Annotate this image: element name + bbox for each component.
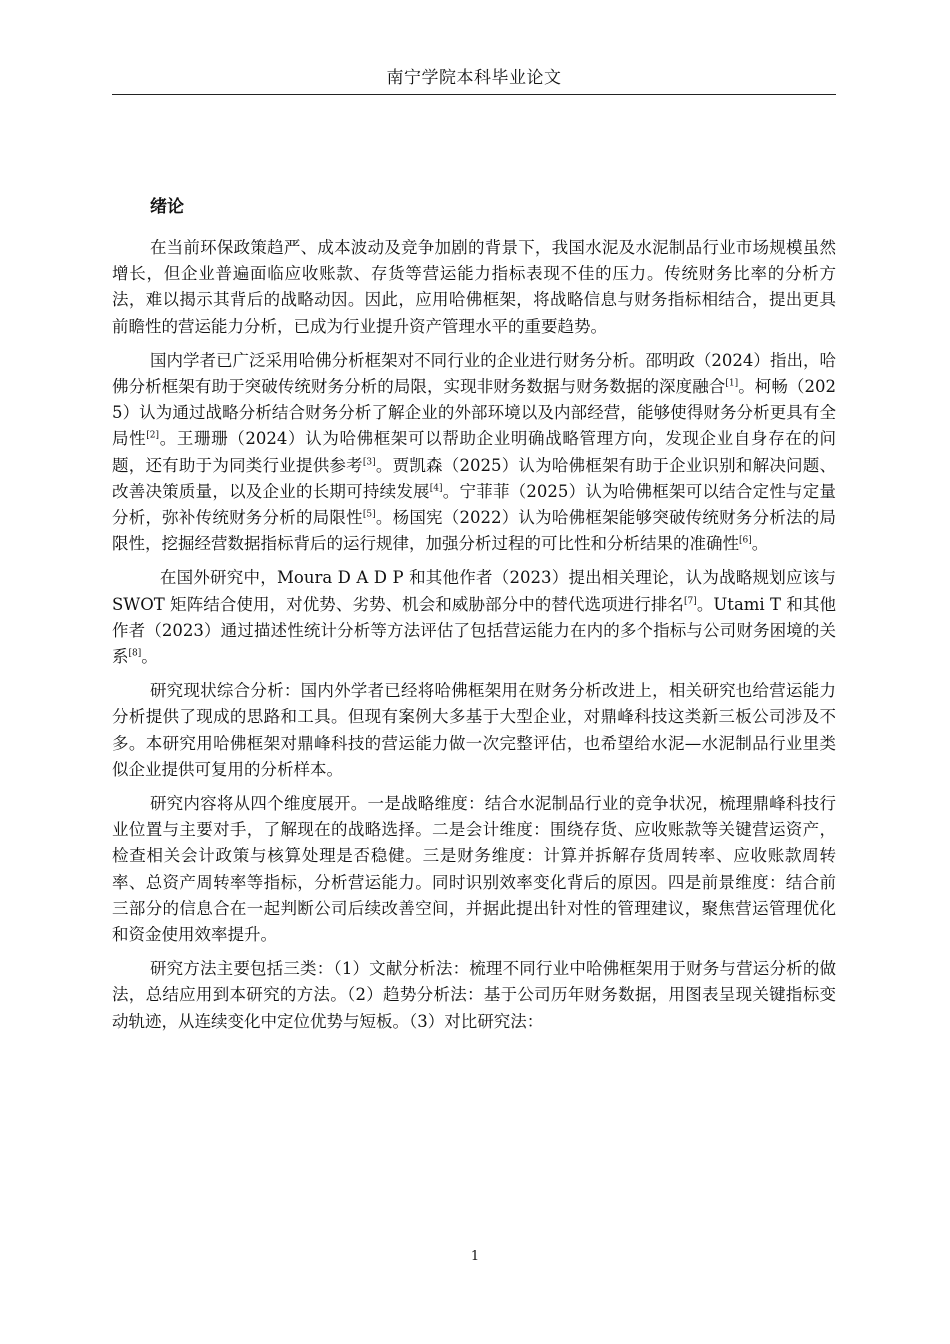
paragraph-text: 。宁菲菲（2025）认为哈佛框架可以结合定性与定量分析，弥补传统财务分析的局限性 [112, 481, 837, 528]
citation-ref: [2] [146, 430, 160, 441]
page-header-title: 南宁学院本科毕业论文 [386, 68, 562, 88]
page-number: 1 [470, 1249, 480, 1264]
body-paragraph [112, 956, 836, 1035]
section-heading: 绪论 [150, 197, 184, 217]
paragraph-text: 。 [141, 647, 158, 667]
body-paragraph [112, 791, 836, 948]
paragraph-text: 国内学者已广泛采用哈佛分析框架对不同行业的企业进行财务分析。邵明政（2024）指出，哈佛分析框架有助于突破传统财务分析的局限，实现非财务数据与财务数据的深度融合 [112, 350, 836, 397]
body-text [112, 235, 836, 1043]
paragraph-text: 在当前环保政策趋严、成本波动及竞争加剧的背景下，我国水泥及水泥制品行业市场规模虽然增长，但企业普遍面临应收账款、存货等营运能力指标表现不佳的压力。传统财务比率的分析方法，难以揭示其背后的战略动因。因此，应用哈佛框架，将战略信息与财务指标相结合，提出更具前瞻性的营运能力分析，已成为行业提升资产管理水平的重要趋势。 [112, 238, 836, 336]
paragraph-text: 。王珊珊（2024）认为哈佛框架可以帮助企业明确战略管理方向，发现企业自身存在的问题，还有助于为同类行业提供参考 [112, 429, 837, 475]
citation-ref: [4] [429, 483, 443, 494]
citation-ref: [8] [128, 648, 142, 659]
paragraph-text: 研究现状综合分析：国内外学者已经将哈佛框架用在财务分析改进上，相关研究也给营运能力分析提供了现成的思路和工具。但现有案例大多基于大型企业，对鼎峰科技这类新三板公司涉及不多。本研究用哈佛框架对鼎峰科技的营运能力做一次完整评估，也希望给水泥—水泥制品行业里类似企业提供可复用的分析样本。 [112, 681, 836, 779]
paragraph-text: 。 [751, 534, 769, 554]
citation-ref: [6] [739, 535, 752, 546]
paragraph-text: 。柯畅（2025）认为通过战略分析结合财务分析了解企业的外部环境以及内部经营，能够使得财务分析更具有全局性 [112, 377, 837, 449]
body-paragraph [112, 565, 836, 670]
citation-ref: [7] [684, 596, 697, 607]
paragraph-text: 研究方法主要包括三类：（1）文献分析法：梳理不同行业中哈佛框架用于财务与营运分析的做法，总结应用到本研究的方法。（2）趋势分析法：基于公司历年财务数据，用图表呈现关键指标变动轨迹，从连续变化中定位优势与短板。（3）对比研究法： [112, 959, 836, 1031]
body-paragraph [112, 348, 836, 558]
citation-ref: [1] [725, 378, 739, 389]
paragraph-text: 在国外研究中，Moura D A D P 和其他作者（2023）提出相关理论，认为战略规划应该与 SWOT 矩阵结合使用，对优势、劣势、机会和威胁部分中的替代选项进行排名 [112, 568, 836, 614]
header-divider [112, 94, 836, 95]
paragraph-text: 。Utami T 和其他作者（2023）通过描述性统计分析等方法评估了包括营运能力在内的多个指标与公司财务困境的关系 [112, 594, 837, 667]
paragraph-text: 。贾凯森（2025）认为哈佛框架有助于企业识别和解决问题、改善决策质量，以及企业的长期可持续发展 [112, 455, 836, 501]
citation-ref: [3] [362, 457, 376, 468]
body-paragraph [112, 678, 836, 783]
citation-ref: [5] [362, 509, 376, 520]
paragraph-text: 研究内容将从四个维度展开。一是战略维度：结合水泥制品行业的竞争状况，梳理鼎峰科技行业位置与主要对手，了解现在的战略选择。二是会计维度：围绕存货、应收账款等关键营运资产，检查相关会计政策与核算处理是否稳健。三是财务维度：计算并拆解存货周转率、应收账款周转率、总资产周转率等指标，分析营运能力。同时识别效率变化背后的原因。四是前景维度：结合前三部分的信息合在一起判断公司后续改善空间，并据此提出针对性的管理建议，聚焦营运管理优化和资金使用效率提升。 [112, 794, 836, 945]
body-paragraph [112, 235, 836, 340]
paragraph-text: 。杨国宪（2022）认为哈佛框架能够突破传统财务分析法的局限性，挖掘经营数据指标背后的运行规律，加强分析过程的可比性和分析结果的准确性 [112, 508, 836, 554]
